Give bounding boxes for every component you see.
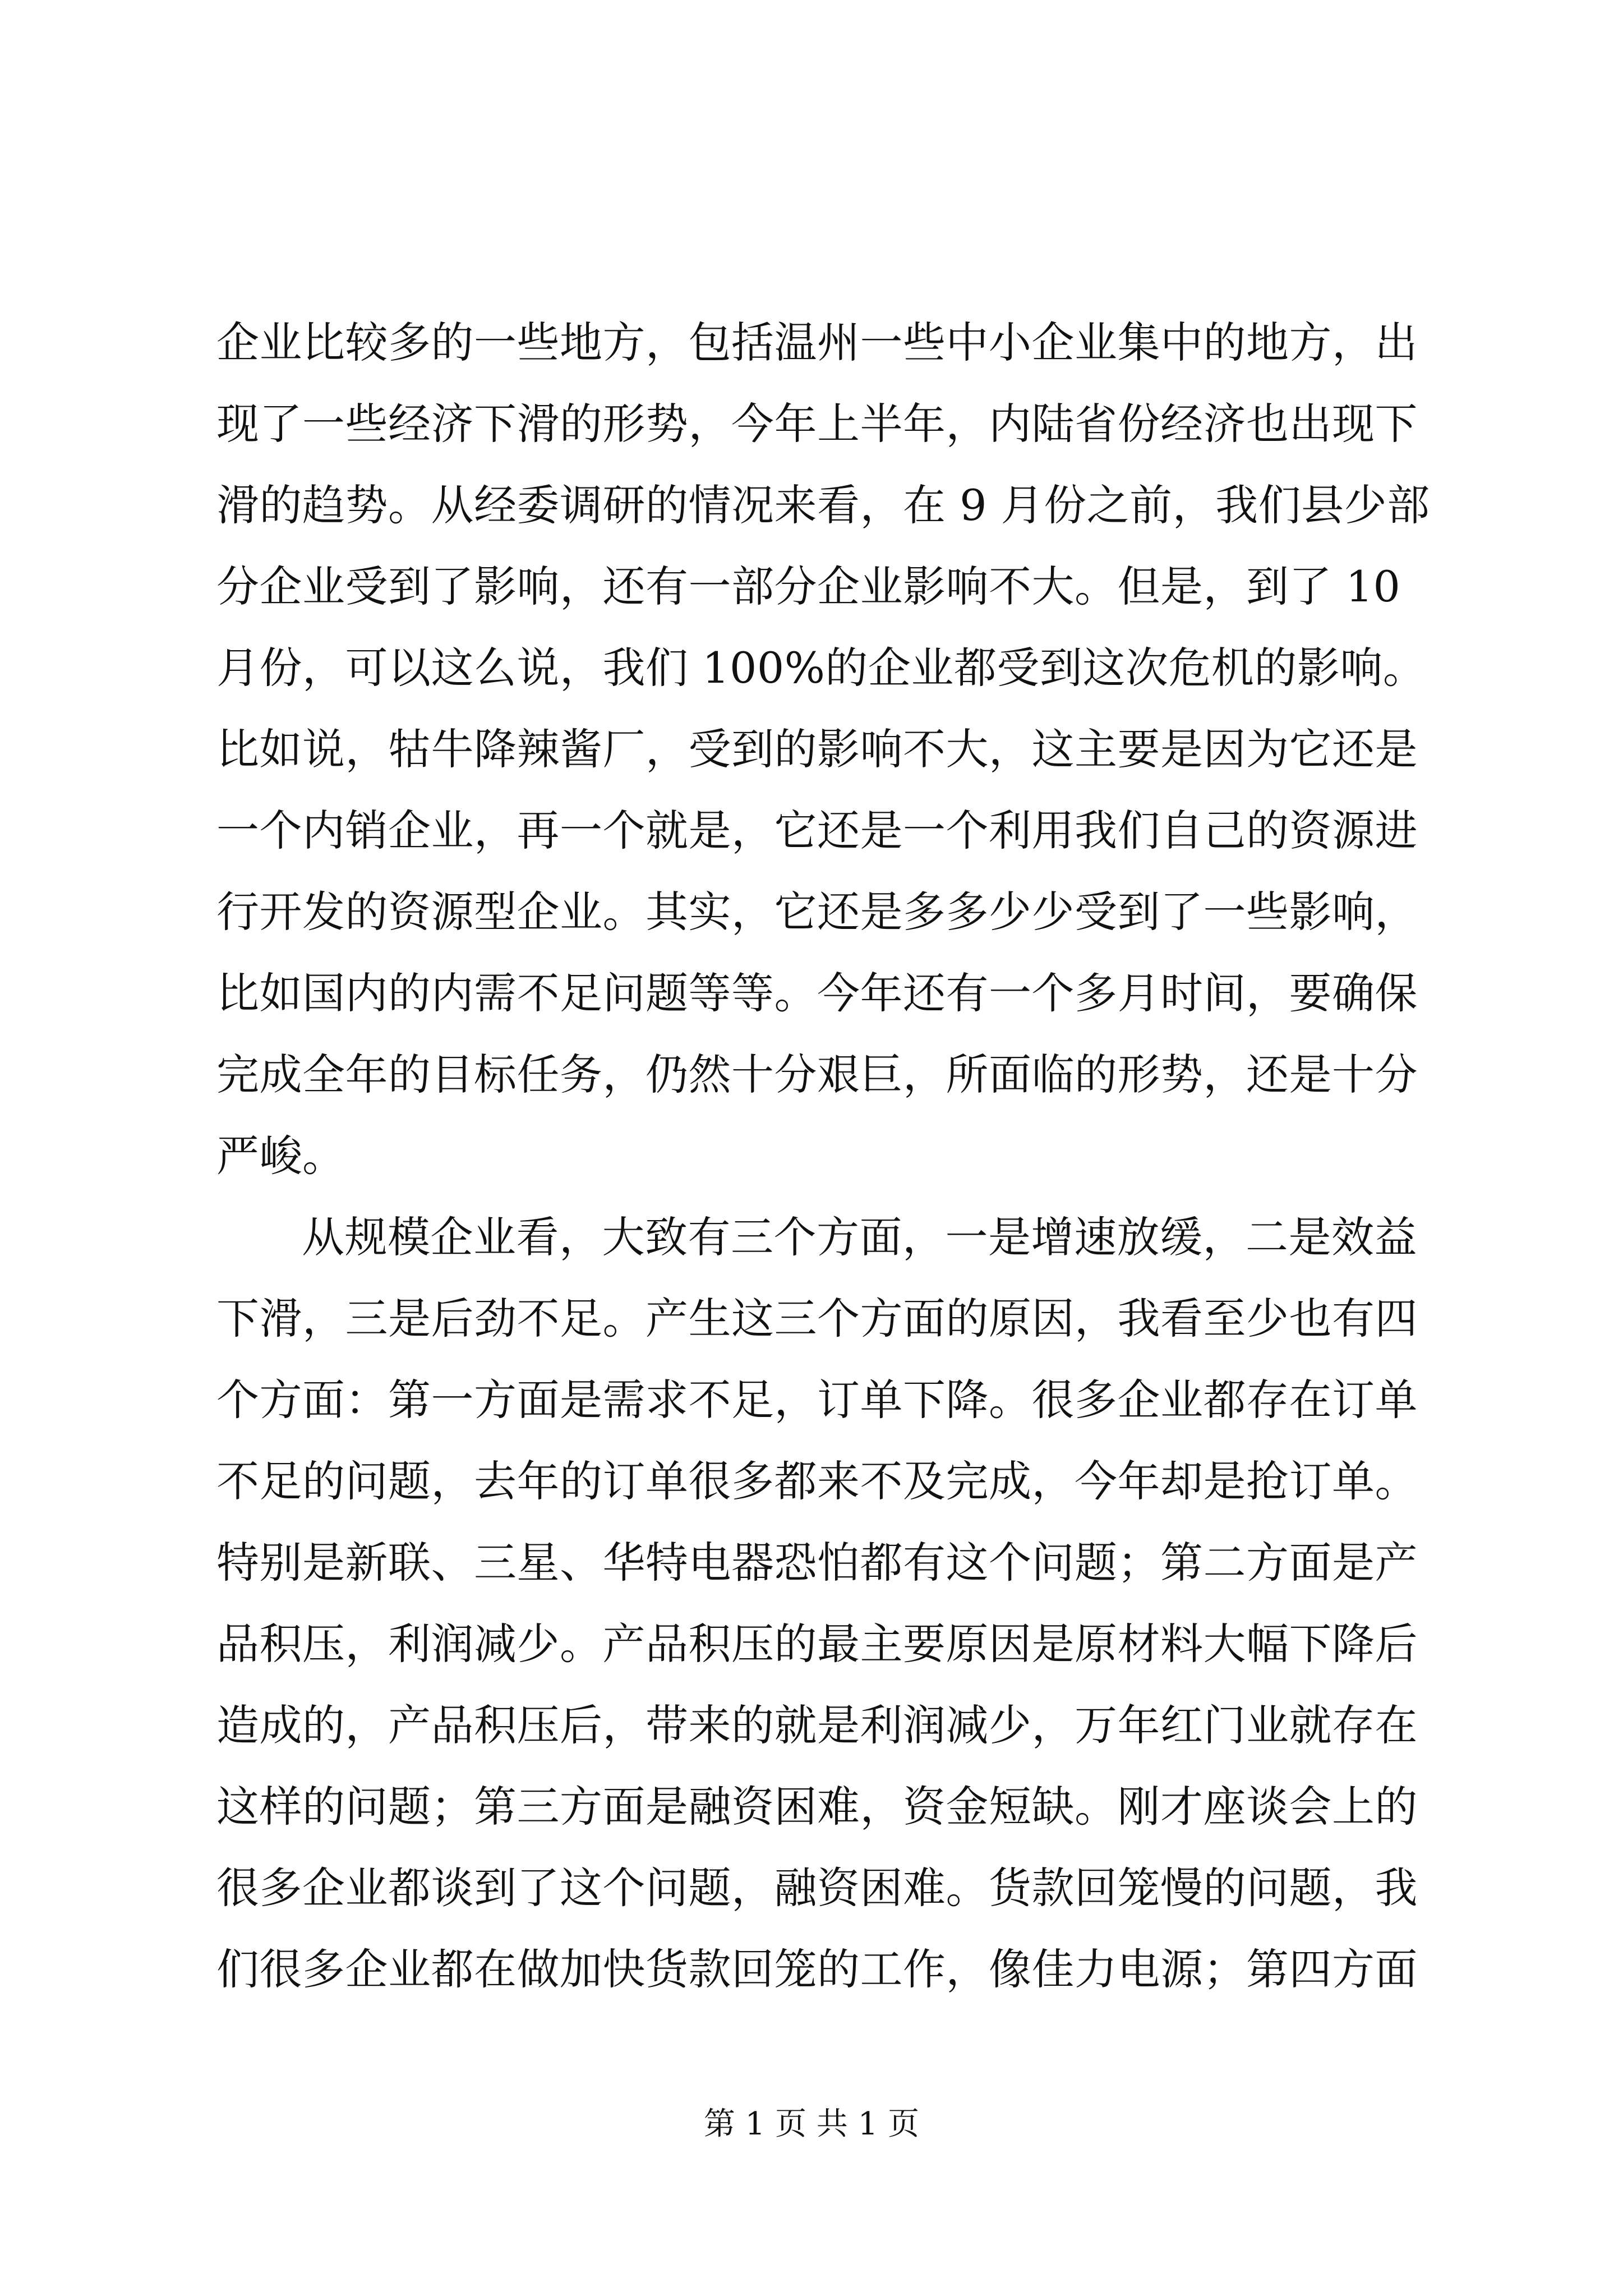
page-footer: 第 1 页 共 1 页	[703, 2106, 920, 2142]
text-line: 造成的，产品积压后，带来的就是利润减少，万年红门业就存在	[216, 1700, 1418, 1750]
text-line: 行开发的资源型企业。其实，它还是多多少少受到了一些影响，	[216, 887, 1418, 937]
text-line: 特别是新联、三星、华特电器恐怕都有这个问题；第二方面是产	[216, 1538, 1418, 1588]
body-text	[216, 302, 1430, 2010]
text-line: 们很多企业都在做加快货款回笼的工作，像佳力电源；第四方面	[216, 1944, 1418, 1994]
text-line: 比如国内的内需不足问题等等。今年还有一个多月时间，要确保	[216, 968, 1418, 1018]
text-line: 品积压，利润减少。产品积压的最主要原因是原材料大幅下降后	[216, 1619, 1418, 1669]
text-line: 月份，可以这么说，我们 100%的企业都受到这次危机的影响。	[216, 643, 1426, 693]
text-line: 不足的问题，去年的订单很多都来不及完成，今年却是抢订单。	[216, 1456, 1418, 1506]
text-line: 企业比较多的一些地方，包括温州一些中小企业集中的地方，出	[216, 318, 1418, 367]
paragraph-start-line: 从规模企业看，大致有三个方面，一是增速放缓，二是效益	[302, 1212, 1417, 1262]
text-line: 完成全年的目标任务，仍然十分艰巨，所面临的形势，还是十分	[216, 1050, 1418, 1099]
text-line: 滑的趋势。从经委调研的情况来看，在 9 月份之前，我们县少部	[216, 480, 1430, 530]
text-line: 现了一些经济下滑的形势，今年上半年，内陆省份经济也出现下	[216, 399, 1418, 449]
text-line: 个方面：第一方面是需求不足，订单下降。很多企业都存在订单	[216, 1375, 1418, 1425]
text-line: 严峻。	[216, 1131, 345, 1181]
text-line: 下滑，三是后劲不足。产生这三个方面的原因，我看至少也有四	[216, 1294, 1418, 1343]
text-line: 这样的问题；第三方面是融资困难，资金短缺。刚才座谈会上的	[216, 1782, 1418, 1832]
text-line: 很多企业都谈到了这个问题，融资困难。货款回笼慢的问题，我	[216, 1863, 1418, 1913]
text-line: 分企业受到了影响，还有一部分企业影响不大。但是，到了 10	[216, 562, 1401, 611]
text-line: 一个内销企业，再一个就是，它还是一个利用我们自己的资源进	[216, 806, 1418, 855]
text-line: 比如说，牯牛降辣酱厂，受到的影响不大，这主要是因为它还是	[216, 724, 1418, 774]
